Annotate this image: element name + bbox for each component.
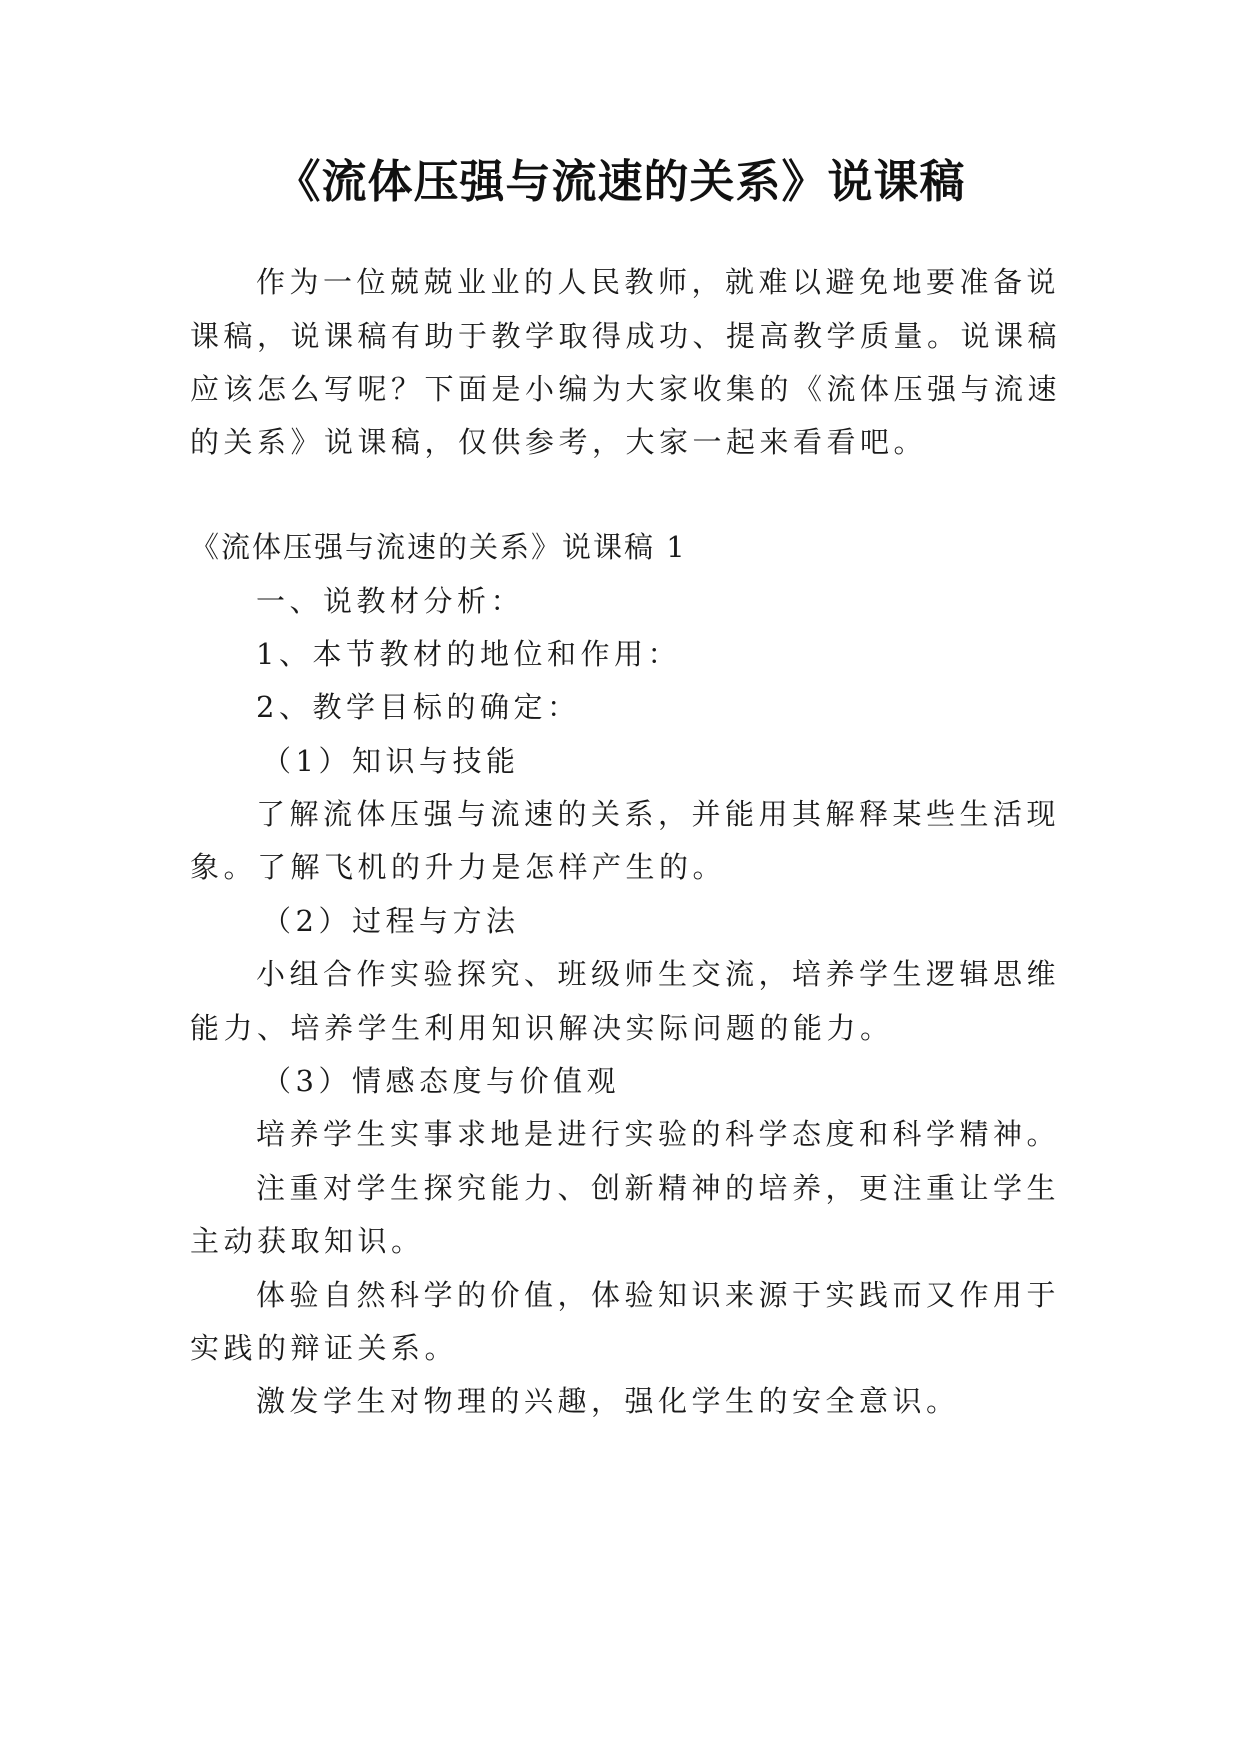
body-line-8: 小组合作实验探究、班级师生交流，培养学生逻辑思维	[256, 957, 1061, 991]
intro-line-1: 作为一位兢兢业业的人民教师，就难以避免地要准备说	[256, 265, 1061, 299]
body-line-6: 象。了解飞机的升力是怎样产生的。	[190, 850, 727, 884]
body-line-5: 了解流体压强与流速的关系，并能用其解释某些生活现	[256, 797, 1061, 831]
document-title: 《流体压强与流速的关系》说课稿	[275, 155, 966, 208]
body-line-7: （2）过程与方法	[262, 904, 520, 938]
body-line-10: （3）情感态度与价值观	[262, 1064, 620, 1098]
intro-line-3: 应该怎么写呢？下面是小编为大家收集的《流体压强与流速	[190, 372, 1062, 406]
body-line-4: （1）知识与技能	[262, 744, 520, 778]
intro-line-2: 课稿，说课稿有助于教学取得成功、提高教学质量。说课稿	[190, 319, 1062, 353]
body-line-14: 体验自然科学的价值，体验知识来源于实践而又作用于	[256, 1278, 1061, 1312]
body-line-16: 激发学生对物理的兴趣，强化学生的安全意识。	[256, 1384, 960, 1418]
body-line-1: 一、说教材分析：	[256, 584, 525, 618]
body-line-3: 2、教学目标的确定：	[256, 690, 581, 724]
intro-line-4: 的关系》说课稿，仅供参考，大家一起来看看吧。	[190, 425, 928, 459]
body-line-12: 注重对学生探究能力、创新精神的培养，更注重让学生	[256, 1171, 1061, 1205]
body-line-11: 培养学生实事求地是进行实验的科学态度和科学精神。	[256, 1117, 1061, 1151]
body-line-13: 主动获取知识。	[190, 1224, 425, 1258]
body-line-2: 1、本节教材的地位和作用：	[256, 637, 681, 671]
body-line-9: 能力、培养学生利用知识解决实际问题的能力。	[190, 1011, 894, 1045]
body-line-15: 实践的辩证关系。	[190, 1331, 459, 1365]
section-heading: 《流体压强与流速的关系》说课稿 1	[190, 530, 687, 564]
